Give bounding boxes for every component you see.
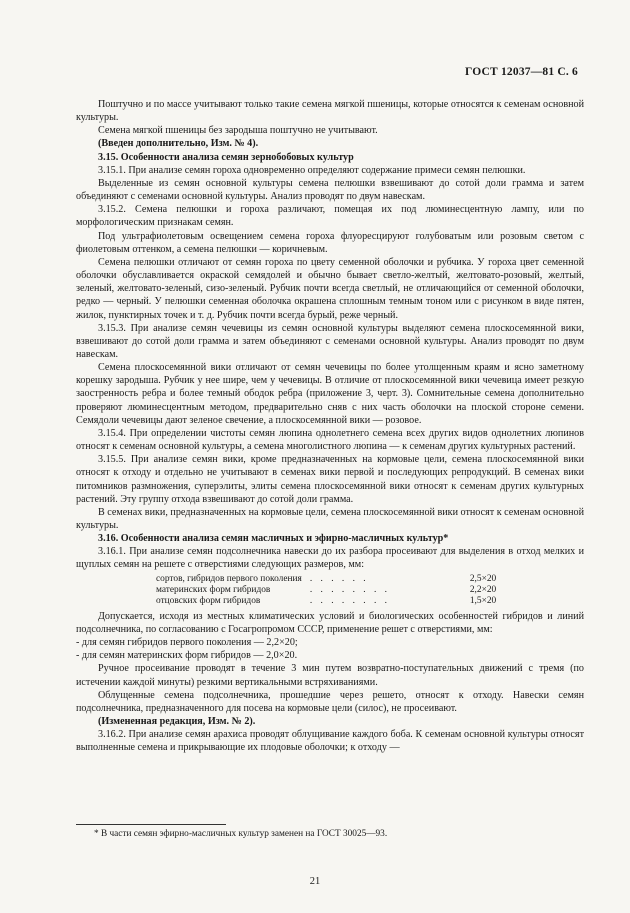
paragraph: 3.15.5. При анализе семян вики, кроме предназначенных на кормовые цели, семена плоскосемянной вики относят к отходу и отдельно не учитывают в семенах вики первой и последующих репродукций. В семенах вики питомников размножения, суперэлиты, элиты семена плоскосемянной вики относят к семенам других культурных растений. Эту группу отхода взвешивают до сотой доли грамма. xyxy=(76,454,584,505)
paragraph: Семена пелюшки отличают от семян гороха по цвету семенной оболочки и рубчика. У гороха цвет семенной оболочки обуславливается окраской семядолей и обычно бывает светло-желтый, желтовато-розовый, желтый, зеленый, желтовато-зеленый, сизо-зеленый. Рубчик почти всегда светлый, не отличающийся от семенной оболочки, редко — черный. У пелюшки семенная оболочка окрашена сплошным темным тоном или с рисунком в виде пятен, жилок, пунктирных точек и т. д. Рубчик почти всегда бурый, реже черный. xyxy=(76,256,584,321)
leader-dots: . . . . . . . . xyxy=(309,596,390,607)
page-number: 21 xyxy=(309,876,321,887)
table-row xyxy=(156,596,496,607)
paragraph: В семенах вики, предназначенных на кормовые цели, семена плоскосемянной вики относят к семенам основной культуры. xyxy=(76,506,585,531)
paragraph: Допускается, исходя из местных климатических условий и биологических особенностей гибридов и линий подсолнечника, по согласованию с Госагропромом СССР, применение решет с отверстиями, мм: xyxy=(76,610,584,635)
footnote: * В части семян эфирно-масличных культур заменен на ГОСТ 30025—93. xyxy=(94,829,388,839)
paragraph: 3.15.2. Семена пелюшки и гороха различают, помещая их под люминесцентную лампу, или по морфологическим признакам семян. xyxy=(76,204,584,229)
amendment-note: (Измененная редакция, Изм. № 2). xyxy=(98,716,256,728)
page-header: ГОСТ 12037—81 С. 6 xyxy=(465,66,578,78)
document-body xyxy=(76,98,584,755)
paragraph: Выделенные из семян основной культуры семена пелюшки взвешивают до сотой доли грамма и затем объединяют с семенами основной культуры. Анализ проводят по двум навескам. xyxy=(76,177,584,203)
size-value: 2,5×20 xyxy=(469,573,497,584)
paragraph: 3.16.2. При анализе семян арахиса проводят облущивание каждого боба. К семенам основной культуры относят выполненные семена и прикрывающие их плодовые оболочки; к отходу — xyxy=(76,729,584,754)
paragraph: 3.15.1. При анализе семян гороха одновременно определяют содержание примеси семян пелюшки. xyxy=(98,164,526,176)
size-value: 1,5×20 xyxy=(469,596,497,607)
paragraph: Поштучно и по массе учитывают только такие семена мягкой пшеницы, которые относятся к семенам основной культуры. xyxy=(76,99,584,124)
amendment-note: (Введен дополнительно, Изм. № 4). xyxy=(98,138,259,150)
paragraph: Семена плоскосемянной вики отличают от семян чечевицы по более утолщенным краям и ясно заметному корешку зародыша. Рубчик у нее шире, чем у чечевицы. В отличие от плоскосемянной вики чечевица имеет резкую заостренность ребра и более темный ободок ребра (приложение 3, черт. 3). Сомнительные семена дополнительно проверяют люминесцентным методом, предварительно сняв с них часть оболочки на плоской стороне семени. Семядоли чечевицы дают зеленое свечение, а плоскосемянной вики — розовое. xyxy=(76,362,584,426)
section-heading: 3.15. Особенности анализа семян зернобобовых культур xyxy=(98,151,354,163)
paragraph: Ручное просеивание проводят в течение 3 мин путем возвратно-поступательных движений с тремя (по истечении каждой минуты) резкими вертикальными встряхиваниями. xyxy=(76,663,584,688)
sieve-sizes-table xyxy=(156,574,496,608)
paragraph: Семена мягкой пшеницы без зародыша поштучно не учитывают. xyxy=(98,125,378,137)
leader-dots: . . . . . . xyxy=(309,573,369,584)
paragraph: 3.16.1. При анализе семян подсолнечника навески до их разбора просеивают для выделения в отход мелких и щуплых семян на решете с отверстиями следующих размеров, мм: xyxy=(76,546,584,571)
paragraph: 3.15.3. При анализе семян чечевицы из семян основной культуры выделяют семена плоскосемянной вики, взвешивают до сотой доли грамма и затем объединяют с семенами основной культуры. Анализ проводят по двум навескам. xyxy=(76,322,584,360)
section-heading: 3.16. Особенности анализа семян масличных и эфирно-масличных культур* xyxy=(98,533,449,545)
list-item: - для семян материнских форм гибридов — 2,0×20. xyxy=(76,650,298,662)
size-label: отцовских форм гибридов xyxy=(156,596,261,607)
table-row xyxy=(156,585,496,596)
paragraph: Под ультрафиолетовым освещением семена гороха флуоресцируют голубоватым или розовым светом с фиолетовым оттенком, а семена пелюшки — коричневым. xyxy=(76,230,584,255)
list-item: - для семян гибридов первого поколения — 2,2×20; xyxy=(76,637,298,649)
table-row xyxy=(156,574,496,585)
leader-dots: . . . . . . . . xyxy=(309,585,390,596)
paragraph: Облущенные семена подсолнечника, прошедшие через решето, относят к отходу. Навески семян подсолнечника, предназначенного для посева на кормовые цели (силос), не просеивают. xyxy=(76,689,584,714)
paragraph: 3.15.4. При определении чистоты семян люпина однолетнего семена всех других видов однолетних люпинов относят к семенам основной культуры, а семена многолистного люпина — к семенам других культурных растений. xyxy=(76,427,584,453)
size-label: сортов, гибридов первого поколения xyxy=(156,573,302,584)
size-label: материнских форм гибридов xyxy=(156,585,271,596)
size-value: 2,2×20 xyxy=(469,585,497,596)
footnote-divider xyxy=(76,824,226,825)
